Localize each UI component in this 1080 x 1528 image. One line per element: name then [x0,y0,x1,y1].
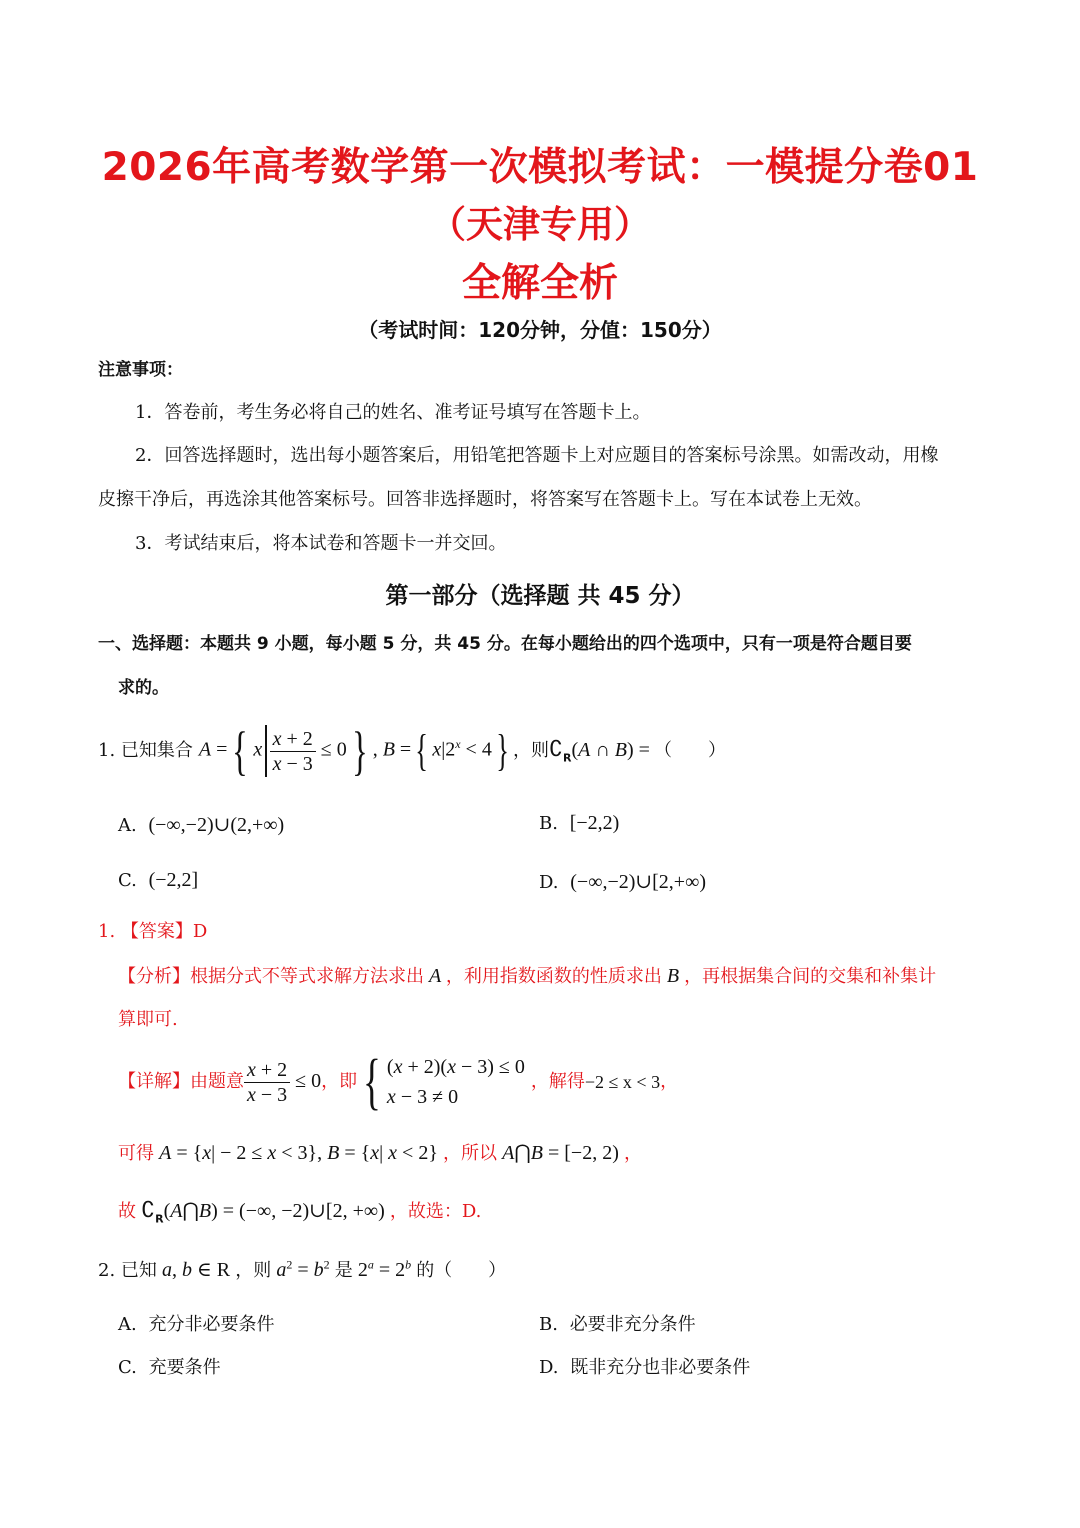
result-sets: A = {x| − 2 ≤ x < 3}, B = {x| x < 2} [159,1142,438,1164]
option-value: 充要条件 [148,1357,221,1378]
q2-domain: a, b ∈ R [162,1259,231,1281]
q1-then: ，则 [512,740,549,761]
analysis-text: ，利用指数函数的性质求出 [445,966,662,987]
q1-complement-expr: $∁_R(A$ ∩ B) = [548,737,650,765]
detail-text: ，即 [321,1071,358,1092]
detail-tag: 【详解】 [118,1071,190,1092]
conclusion-expr: $∁_R(A⋂B)$ = (−∞, −2)∪[2, +∞) [141,1198,385,1226]
q1-detail: 【详解】 由题意 $\frac{x + 2}{x - 3}$ ≤ 0 ，即 { (x + 2)(x − 3) ≤ 0 x − 3 ≠ 0 ，解得 −2 ≤ x < 3 ， [118,1048,679,1116]
option-label: D. [539,1357,559,1378]
option-value: (−2,2] [148,869,199,891]
q1-prefix: 1. 已知集合 [98,740,193,761]
q2-option-b [539,1310,696,1336]
detail-range: −2 ≤ x < 3 [584,1071,661,1092]
analysis-text: ，再根据集合间的交集和补集计 [684,966,937,987]
option-value: (−∞,−2)∪(2,+∞) [148,814,285,836]
notice-item-2: 2．回答选择题时，选出每小题答案后，用铅笔把答题卡上对应题目的答案标号涂黑。如需改动，用橡 [135,445,939,466]
option-label: D. [539,872,559,893]
notice-item-3: 3．考试结束后，将本试卷和答题卡一并交回。 [135,533,507,554]
q1-analysis: 【分析】根据分式不等式求解方法求出 A ，利用指数函数的性质求出 B ，再根据集合间的交集和补集计 [118,965,937,987]
q1-analysis-cont: 算即可. [118,1009,178,1030]
option-value: 既非充分也非必要条件 [570,1357,751,1378]
option-label: B. [539,813,558,834]
q2-is: 是 [334,1260,353,1281]
q1-paren: （ ） [653,740,726,761]
option-label: B. [539,1314,558,1335]
detail-text: ，解得 [530,1071,585,1092]
option-value: [−2,2) [569,812,620,834]
option-label: A. [118,815,137,836]
conclusion-text: 故 [118,1201,136,1222]
q2-then: ，则 [235,1260,272,1281]
q1-option-d [539,869,706,894]
q1-conclusion-line [118,1198,481,1225]
q1-set-a: A ={ x $\frac{x + 2}{x - 3}$ ≤ 0} , B ={ $x|2^x < 4$} [198,721,509,781]
detail-fraction: $\frac{x + 2}{x - 3}$ ≤ 0 [244,1058,321,1107]
option-label: C. [118,1357,137,1378]
detail-system: { (x + 2)(x − 3) ≤ 0 x − 3 ≠ 0 [363,1048,525,1116]
q1-option-a [118,812,284,837]
q2-prefix: 2. 已知 [98,1260,157,1281]
q2-condition-2: $2^a = 2^b$ [357,1257,412,1281]
result-text: ， [623,1143,642,1164]
result-intersection: A⋂B = [−2, 2) [502,1142,619,1164]
option-value: 充分非必要条件 [148,1314,275,1335]
result-text: 可得 [118,1143,154,1164]
q2-option-a [118,1310,274,1336]
analysis-tag: 【分析】 [118,966,190,987]
q1-answer: 1. 【答案】D [98,921,208,942]
q2-condition-1: $a^2 = b^2$ [276,1257,330,1281]
question-2 [98,1257,506,1284]
section-instruction: 一、选择题：本题共 9 小题，每小题 5 分，共 45 分。在每小题给出的四个选项中，只有一项是符合题目要 [98,634,912,654]
q2-option-d [539,1353,750,1379]
option-value: 必要非充分条件 [569,1314,696,1335]
page-title-type: 全解全析 [461,261,618,306]
q1-option-c [118,869,198,892]
option-label: C. [118,870,137,891]
question-1 [98,720,726,782]
page-title-region: （天津专用） [429,203,651,246]
option-value: (−∞,−2)∪[2,+∞) [570,871,707,893]
section-heading: 第一部分（选择题 共 45 分） [385,583,695,609]
result-text: ，所以 [443,1143,498,1164]
q1-option-b [539,812,619,835]
detail-text: 由题意 [190,1071,244,1092]
q1-result-line [118,1140,642,1167]
option-label: A. [118,1314,137,1335]
conclusion-text: ，故选：D. [389,1201,482,1222]
q2-paren: 的（ ） [416,1260,507,1281]
notice-item-1: 1．答卷前，考生务必将自己的姓名、准考证号填写在答题卡上。 [135,402,651,423]
notice-heading: 注意事项： [98,360,183,380]
q2-option-c [118,1353,221,1379]
exam-info: （考试时间：120分钟，分值：150分） [358,318,722,342]
section-instruction-cont: 求的。 [118,678,169,698]
analysis-text: 根据分式不等式求解方法求出 [190,966,424,987]
page-title: 2026年高考数学第一次模拟考试：一模提分卷01 [101,145,979,190]
notice-item-2-cont: 皮擦干净后，再选涂其他答案标号。回答非选择题时，将答案写在答题卡上。写在本试卷上无效。 [98,489,872,510]
